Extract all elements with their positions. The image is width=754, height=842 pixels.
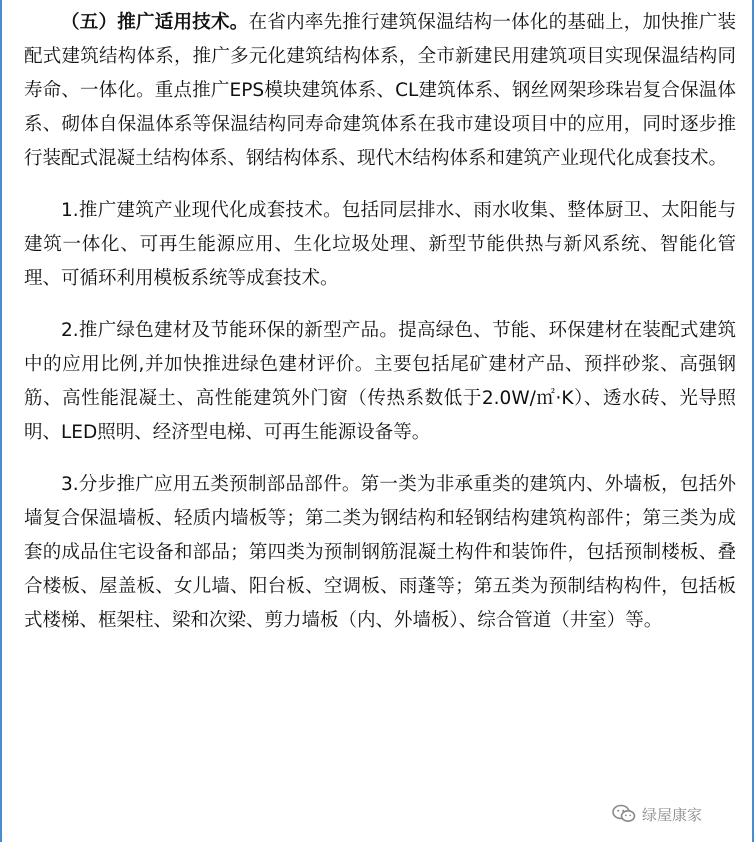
watermark <box>608 800 706 828</box>
wechat-icon <box>612 804 636 824</box>
watermark-text: 绿屋康家 <box>642 805 703 824</box>
paragraph-item-3: 3.分步推广应用五类预制部品部件。第一类为非承重类的建筑内、外墙板，包括外墙复合保温墙板、轻质内墙板等；第二类为钢结构和轻钢结构建筑构部件；第三类为成套的成品住宅设备和部品；第四类为预制钢筋混凝土构件和装饰件，包括预制楼板、叠合楼板、屋盖板、女儿墙、阳台板、空调板、雨蓬等；第五类为预制结构构件，包括板式楼梯、框架柱、梁和次梁、剪力墙板（内、外墙板）、综合管道（井室）等。 <box>24 474 736 631</box>
section-heading: （五）推广适用技术。 <box>61 12 249 33</box>
paragraph-item-1: 1.推广建筑产业现代化成套技术。包括同层排水、雨水收集、整体厨卫、太阳能与建筑一体化、可再生能源应用、生化垃圾处理、新型节能供热与新风系统、智能化管理、可循环利用模板系统等成套技术。 <box>24 200 736 289</box>
article-body <box>24 6 736 638</box>
paragraph-section-five <box>24 6 736 176</box>
paragraph-item-2: 2.推广绿色建材及节能环保的新型产品。提高绿色、节能、环保建材在装配式建筑中的应用比例,并加快推进绿色建材评价。主要包括尾矿建材产品、预拌砂浆、高强钢筋、高性能混凝土、高性能建筑外门窗（传热系数低于2.0W/㎡·K）、透水砖、光导照明、LED照明、经济型电梯、可再生能源设备等。 <box>24 320 736 443</box>
section-intro-text: 在省内率先推行建筑保温结构一体化的基础上，加快推广装配式建筑结构体系，推广多元化建筑结构体系，全市新建民用建筑项目实现保温结构同寿命、一体化。重点推广EPS模块建筑体系、CL建筑体系、钢丝网架珍珠岩复合保温体系、砌体自保温体系等保温结构同寿命建筑体系在我市建设项目中的应用，同时逐步推行装配式混凝土结构体系、钢结构体系、现代木结构体系和建筑产业现代化成套技术。 <box>24 12 736 169</box>
